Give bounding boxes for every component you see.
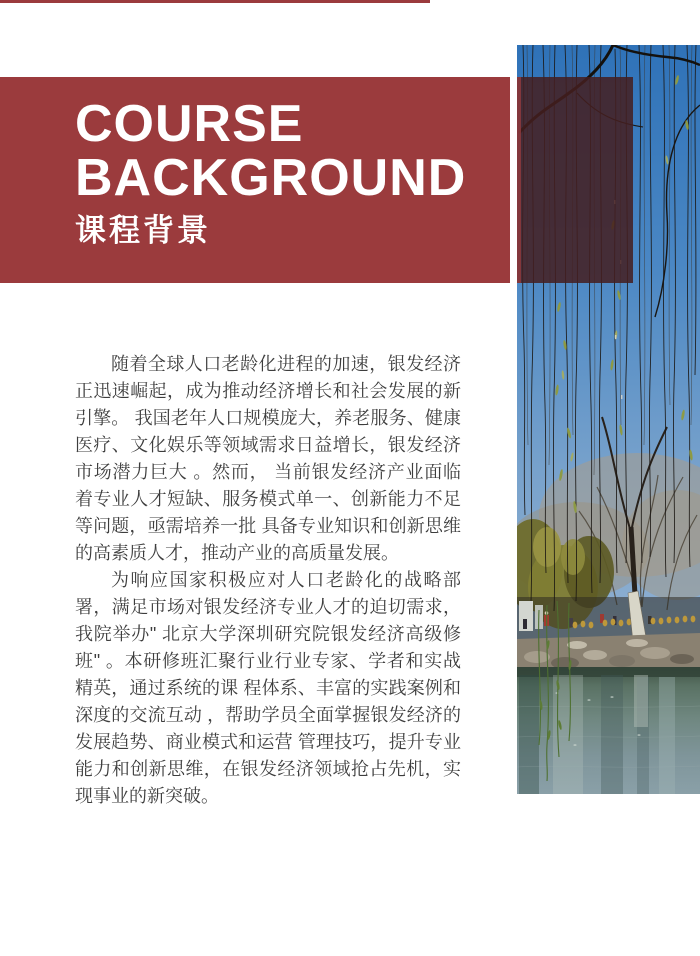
paragraph-1: 随着全球人口老龄化进程的加速，银发经济正迅速崛起，成为推动经济增长和社会发展的新引擎。 我国老年人口规模庞大，养老服务、健康医疗、文化娱乐等领域需求日益增长，银发经济市场潜力巨大 。然而， 当前银发经济产业面临着专业人才短缺、服务模式单一、创新能力不足等问题，亟需培养一批 具备专业知识和创新思维的高素质人才，推动产业的高质量发展。 bbox=[75, 354, 461, 563]
lake-willow-photo-art bbox=[517, 45, 700, 794]
course-background-text bbox=[75, 351, 461, 810]
lake-willow-photo bbox=[517, 45, 700, 794]
section-title-zh: 课程背景 bbox=[75, 213, 211, 248]
top-accent-rule bbox=[0, 0, 430, 3]
section-title-en-line2: BACKGROUND bbox=[75, 149, 467, 207]
photo-banner-overlay bbox=[517, 77, 633, 283]
paragraph-2: 为响应国家积极应对人口老龄化的战略部署，满足市场对银发经济专业人才的迫切需求，我院举办" 北京大学深圳研究院银发经济高级修班" 。本研修班汇聚行业行业专家、学者和实战精英，通过系统的课 程体系、丰富的实践案例和深度的交流互动 ，帮助学员全面掌握银发经济的发展趋势、商业模式和运营 管理技巧，提升专业能力和创新思维，在银发经济领域抢占先机，实现事业的新突破。 bbox=[75, 570, 461, 806]
section-banner bbox=[0, 77, 510, 283]
section-title-en-line1: COURSE bbox=[75, 95, 304, 153]
